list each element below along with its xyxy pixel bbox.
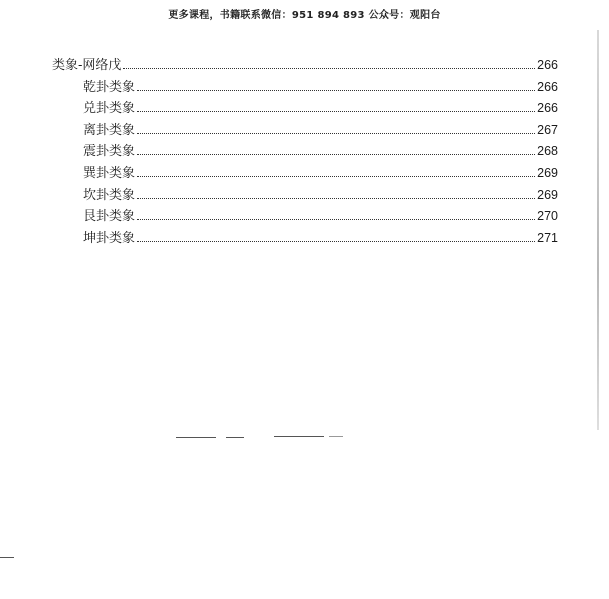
table-of-contents xyxy=(52,55,558,249)
toc-entry-page: 267 xyxy=(537,122,558,137)
toc-entry-page: 268 xyxy=(537,144,558,159)
toc-entry-page: 269 xyxy=(537,187,558,202)
toc-leader-dots xyxy=(137,241,535,242)
toc-entry-page: 266 xyxy=(537,58,558,72)
toc-entry xyxy=(52,55,558,77)
toc-entry-title: 震卦类象 xyxy=(83,144,136,160)
toc-leader-dots xyxy=(137,176,535,177)
toc-entry-title: 坎卦类象 xyxy=(83,187,136,203)
toc-entry-title: 离卦类象 xyxy=(83,122,136,138)
toc-entry xyxy=(52,206,558,228)
toc-entry-title: 类象-网络戊 xyxy=(52,58,122,73)
toc-entry-title: 乾卦类象 xyxy=(83,79,136,95)
toc-entry-page: 269 xyxy=(537,165,558,180)
toc-entry-page: 270 xyxy=(537,209,558,224)
toc-entry xyxy=(52,163,558,185)
toc-entry xyxy=(52,228,558,250)
toc-entry-page: 266 xyxy=(537,101,558,116)
scan-artifact-line xyxy=(329,436,343,437)
toc-leader-dots xyxy=(137,154,535,155)
toc-entry xyxy=(52,77,558,99)
toc-leader-dots xyxy=(123,68,535,69)
toc-leader-dots xyxy=(137,111,535,112)
toc-entry xyxy=(52,120,558,142)
toc-entry xyxy=(52,185,558,207)
toc-entry xyxy=(52,141,558,163)
toc-entry-title: 巽卦类象 xyxy=(83,165,136,181)
scan-artifact-line xyxy=(176,437,216,438)
toc-entry xyxy=(52,98,558,120)
scan-artifact-line xyxy=(0,557,14,558)
toc-leader-dots xyxy=(137,219,535,220)
toc-entry-page: 266 xyxy=(537,79,558,94)
toc-entry-page: 271 xyxy=(537,230,558,245)
toc-entry-title: 坤卦类象 xyxy=(83,230,136,246)
toc-entry-title: 艮卦类象 xyxy=(83,209,136,225)
scan-artifact-line xyxy=(226,437,244,438)
toc-leader-dots xyxy=(137,198,535,199)
toc-leader-dots xyxy=(137,90,535,91)
scan-artifact-line xyxy=(274,436,324,437)
scan-page-edge xyxy=(597,30,599,430)
page-header: 更多课程，书籍联系微信：951 894 893 公众号：观阳台 xyxy=(168,10,441,21)
toc-leader-dots xyxy=(137,133,535,134)
toc-entry-title: 兑卦类象 xyxy=(83,101,136,117)
